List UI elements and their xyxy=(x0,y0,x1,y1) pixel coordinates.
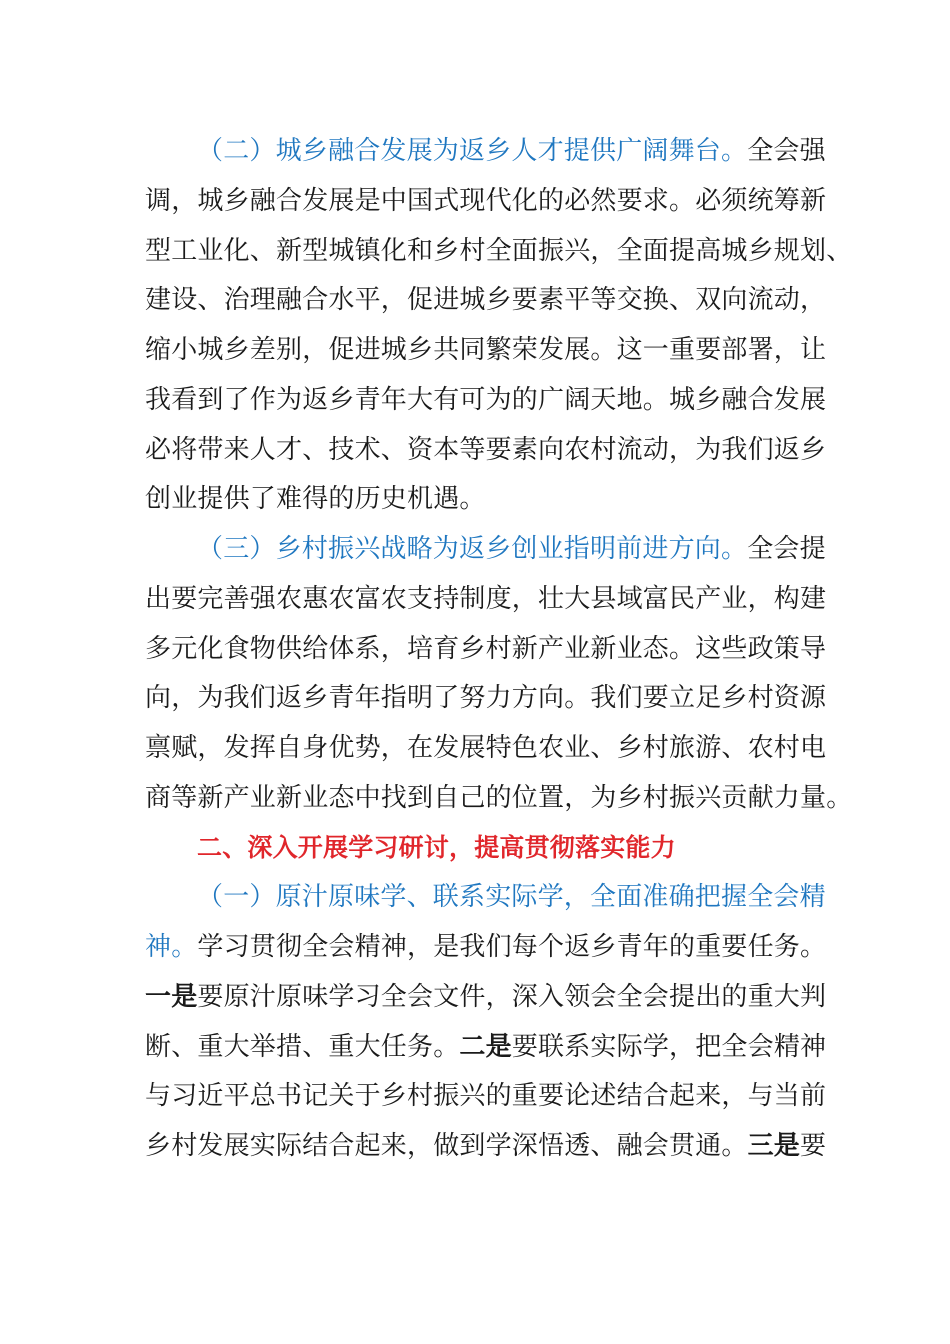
paragraph-1-line-6: 我看到了作为返乡青年大有可为的广阔天地。城乡融合发展 xyxy=(145,385,827,415)
paragraph-1-line-8: 创业提供了难得的历史机遇。 xyxy=(145,484,486,514)
paragraph-1-line-7: 必将带来人才、技术、资本等要素向农村流动，为我们返乡 xyxy=(145,435,827,465)
paragraph-2-lead: 全会提 xyxy=(747,534,826,564)
paragraph-2-heading: （三）乡村振兴战略为返乡创业指明前进方向。 xyxy=(197,534,748,564)
paragraph-1-lead: 全会强 xyxy=(747,136,826,166)
paragraph-2-line-5: 禀赋，发挥自身优势，在发展特色农业、乡村旅游、农村电 xyxy=(145,733,827,763)
section-2-title: 二、深入开展学习研讨，提高贯彻落实能力 xyxy=(197,833,676,862)
paragraph-1-line-4: 建设、治理融合水平，促进城乡要素平等交换、双向流动， xyxy=(145,285,827,315)
paragraph-2-line-3: 多元化食物供给体系，培育乡村新产业新业态。这些政策导 xyxy=(145,634,827,664)
paragraph-3-line-6-text-b: 要 xyxy=(800,1131,827,1161)
paragraph-3-line-6 xyxy=(145,1130,826,1162)
paragraph-3-line-5: 与习近平总书记关于乡村振兴的重要论述结合起来，与当前 xyxy=(145,1081,827,1111)
paragraph-3-line-6-text-a: 乡村发展实际结合起来，做到学深悟透、融会贯通。 xyxy=(145,1131,748,1161)
paragraph-3-line-2 xyxy=(145,931,826,963)
paragraph-2-line-1 xyxy=(197,533,826,565)
paragraph-3-line-4-text-b: 要联系实际学，把全会精神 xyxy=(511,1032,827,1062)
paragraph-2-line-6: 商等新产业新业态中找到自己的位置，为乡村振兴贡献力量。 xyxy=(145,783,853,813)
paragraph-1-line-5: 缩小城乡差别，促进城乡共同繁荣发展。这一重要部署，让 xyxy=(145,335,827,365)
point-two-marker: 二是 xyxy=(459,1032,512,1062)
paragraph-3-line-4-text-a: 断、重大举措、重大任务。 xyxy=(145,1032,460,1062)
paragraph-1-line-2: 调，城乡融合发展是中国式现代化的必然要求。必须统筹新 xyxy=(145,186,827,216)
paragraph-3-heading-end: 神。 xyxy=(145,932,198,962)
paragraph-1-line-1 xyxy=(197,135,826,167)
paragraph-1-heading: （二）城乡融合发展为返乡人才提供广阔舞台。 xyxy=(197,136,748,166)
paragraph-3-line-3-text: 要原汁原味学习全会文件，深入领会全会提出的重大判 xyxy=(197,982,827,1012)
point-three-marker: 三是 xyxy=(747,1131,801,1161)
paragraph-2-line-2: 出要完善强农惠农富农支持制度，壮大县域富民产业，构建 xyxy=(145,584,827,614)
paragraph-3-line-2-text: 学习贯彻全会精神，是我们每个返乡青年的重要任务。 xyxy=(197,932,827,962)
paragraph-2-line-4: 向，为我们返乡青年指明了努力方向。我们要立足乡村资源 xyxy=(145,683,827,713)
paragraph-3-heading-line-1: （一）原汁原味学、联系实际学，全面准确把握全会精 xyxy=(197,882,826,912)
paragraph-1-line-3: 型工业化、新型城镇化和乡村全面振兴，全面提高城乡规划、 xyxy=(145,236,853,266)
point-one-marker: 一是 xyxy=(145,982,198,1012)
paragraph-3-line-4 xyxy=(145,1031,826,1063)
paragraph-3-line-3 xyxy=(145,981,826,1013)
